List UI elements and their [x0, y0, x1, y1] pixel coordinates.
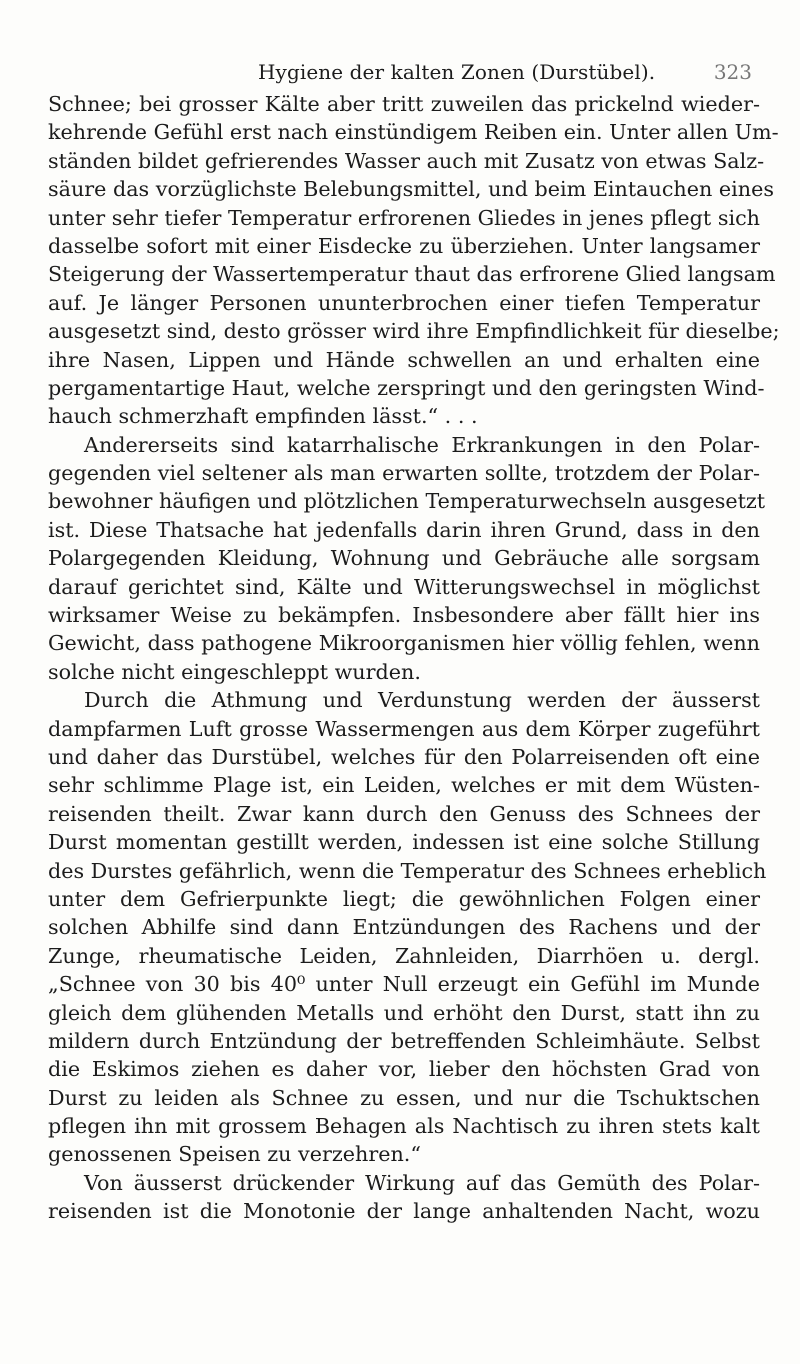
running-head	[258, 58, 752, 86]
text-line: des Durstes gefährlich, wenn die Temperatur des Schnees erheblich	[48, 858, 767, 883]
text-line: pergamentartige Haut, welche zerspringt und den geringsten Wind-	[48, 375, 765, 400]
text-line: kehrende Gefühl erst nach einstündigem Reiben ein. Unter allen Um-	[48, 120, 779, 145]
text-line: auf. Je länger Personen ununterbrochen einer tiefen Temperatur	[48, 290, 760, 315]
text-line: Schnee; bei grosser Kälte aber tritt zuweilen das prickelnd wieder-	[48, 92, 760, 116]
text-line: solche nicht eingeschleppt wurden.	[48, 659, 421, 684]
text-line: Durch die Athmung und Verdunstung werden der äusserst	[84, 688, 760, 713]
text-line: Gewicht, dass pathogene Mikroorganismen hier völlig fehlen, wenn	[48, 631, 760, 656]
text-line: wirksamer Weise zu bekämpfen. Insbesondere aber fällt hier ins	[48, 603, 760, 628]
text-line: sehr schlimme Plage ist, ein Leiden, welches er mit dem Wüsten-	[48, 773, 760, 798]
text-line: dampfarmen Luft grosse Wassermengen aus dem Körper zugeführt	[48, 716, 760, 741]
text-line: ihre Nasen, Lippen und Hände schwellen an und erhalten eine	[48, 347, 760, 372]
text-line: „Schnee von 30 bis 40⁰ unter Null erzeugt ein Gefühl im Munde	[48, 972, 760, 997]
text-line: gleich dem glühenden Metalls und erhöht den Durst, statt ihn zu	[48, 1000, 760, 1025]
text-line: Zunge, rheumatische Leiden, Zahnleiden, Diarrhöen u. dergl.	[48, 943, 760, 968]
text-line: unter sehr tiefer Temperatur erfrorenen Gliedes in jenes pflegt sich	[48, 205, 760, 230]
text-line: darauf gerichtet sind, Kälte und Witterungswechsel in möglichst	[48, 574, 760, 599]
text-line: unter dem Gefrierpunkte liegt; die gewöhnlichen Folgen einer	[48, 886, 760, 911]
text-line: Steigerung der Wassertemperatur thaut das erfrorene Glied langsam	[48, 262, 776, 287]
running-head-title: Hygiene der kalten Zonen (Durstübel).	[258, 60, 656, 84]
text-line: Durst zu leiden als Schnee zu essen, und nur die Tschuktschen	[48, 1085, 760, 1110]
text-line: pflegen ihn mit grossem Behagen als Nachtisch zu ihren stets kalt	[48, 1114, 760, 1139]
text-line: ausgesetzt sind, desto grösser wird ihre Empfindlichkeit für dieselbe;	[48, 319, 780, 344]
text-line: säure das vorzüglichste Belebungsmittel, und beim Eintauchen eines	[48, 177, 774, 202]
text-line: dasselbe sofort mit einer Eisdecke zu überziehen. Unter langsamer	[48, 233, 760, 258]
text-line: und daher das Durstübel, welches für den Polarreisenden oft eine	[48, 744, 760, 769]
text-line: mildern durch Entzündung der betreffenden Schleimhäute. Selbst	[48, 1028, 760, 1053]
text-line: reisenden ist die Monotonie der lange anhaltenden Nacht, wozu	[48, 1199, 760, 1224]
page-number: 323	[713, 60, 752, 84]
text-line: Andererseits sind katarrhalische Erkrankungen in den Polar-	[84, 432, 760, 457]
text-line: gegenden viel seltener als man erwarten sollte, trotzdem der Polar-	[48, 461, 760, 486]
text-line: ständen bildet gefrierendes Wasser auch mit Zusatz von etwas Salz-	[48, 148, 765, 173]
paragraph	[48, 1169, 760, 1226]
text-line: solchen Abhilfe sind dann Entzündungen des Rachens und der	[48, 915, 760, 940]
paragraph	[48, 686, 767, 1169]
paragraph	[48, 431, 766, 687]
text-line: die Eskimos ziehen es daher vor, lieber den höchsten Grad von	[48, 1057, 760, 1082]
text-line: ist. Diese Thatsache hat jedenfalls darin ihren Grund, dass in den	[48, 517, 760, 542]
text-line: reisenden theilt. Zwar kann durch den Genuss des Schnees der	[48, 801, 760, 826]
text-line: hauch schmerzhaft empfinden lässt.“ . . .	[48, 404, 478, 429]
text-line: Von äusserst drückender Wirkung auf das Gemüth des Polar-	[84, 1170, 760, 1195]
text-line: bewohner häufigen und plötzlichen Temperaturwechseln ausgesetzt	[48, 489, 766, 514]
body-text	[48, 90, 780, 1226]
text-line: Durst momentan gestillt werden, indessen ist eine solche Stillung	[48, 830, 760, 855]
paragraph	[48, 90, 780, 431]
text-line: genossenen Speisen zu verzehren.“	[48, 1142, 421, 1167]
text-line: Polargegenden Kleidung, Wohnung und Gebräuche alle sorgsam	[48, 546, 760, 571]
